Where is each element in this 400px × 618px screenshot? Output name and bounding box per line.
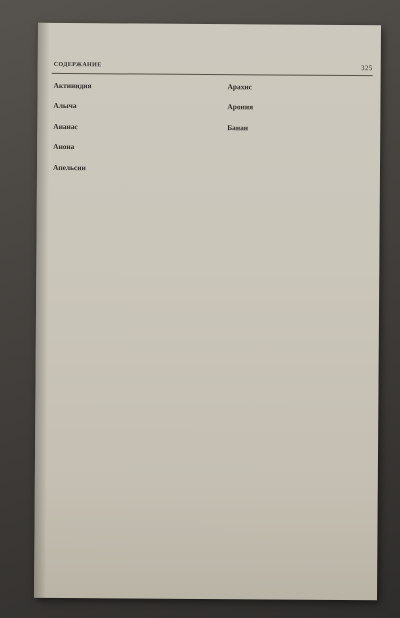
toc-section bbox=[52, 162, 223, 173]
section-heading: Банан bbox=[227, 122, 249, 133]
header-title: СОДЕРЖАНИЕ bbox=[53, 61, 102, 69]
section-gap bbox=[55, 134, 223, 141]
toc-section bbox=[229, 124, 371, 132]
toc-section bbox=[55, 102, 223, 111]
section-heading: Арахис bbox=[227, 82, 252, 92]
section-heading: Апельсин bbox=[52, 162, 86, 172]
right-column bbox=[229, 80, 371, 136]
book-page bbox=[34, 23, 381, 600]
toc-section bbox=[55, 123, 223, 132]
section-gap bbox=[229, 95, 371, 102]
section-heading: Анона bbox=[53, 142, 75, 152]
toc-section bbox=[227, 82, 372, 92]
toc-section bbox=[229, 104, 371, 112]
section-gap bbox=[55, 114, 223, 121]
left-column bbox=[52, 79, 224, 176]
toc-section bbox=[53, 80, 224, 91]
section-gap bbox=[55, 155, 223, 162]
page-number: 325 bbox=[360, 64, 373, 73]
page-header bbox=[52, 61, 373, 76]
section-gap bbox=[229, 115, 371, 122]
section-heading: Актинидия bbox=[53, 80, 92, 91]
section-heading: Арония bbox=[227, 102, 254, 112]
section-gap bbox=[55, 93, 223, 100]
section-heading: Алыча bbox=[53, 101, 77, 111]
toc-section bbox=[55, 143, 223, 152]
section-heading: Ананас bbox=[53, 121, 78, 131]
